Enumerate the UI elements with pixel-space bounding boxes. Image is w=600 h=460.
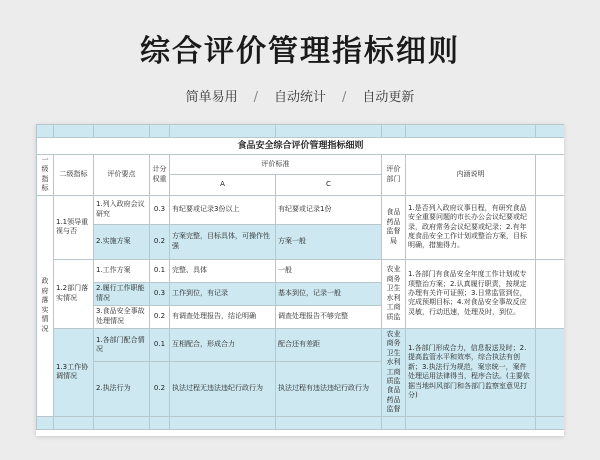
weight-cell: 0.3 <box>150 195 170 224</box>
table-row <box>37 195 565 224</box>
point-cell: 2.履行工作职能情况 <box>94 282 150 305</box>
feature-tags <box>0 86 600 105</box>
tag-separator: / <box>253 90 258 105</box>
std-c-cell: 调查处理报告不够完整 <box>276 305 382 328</box>
desc-cell: 1.是否列入政府议事日程，有研究食品安全重要问题的市长办公会议纪要或纪录，政府常务会议纪要或纪录；2.有年度食品安全工作计划或整治方案，目标明确，措施得力。 <box>406 195 536 259</box>
table-row <box>37 259 565 282</box>
col-points: 评价要点 <box>94 155 150 196</box>
dept-cell: 农业商务卫生水利工商质监食品药品监督 <box>382 328 406 416</box>
col-level1: 一级指标 <box>37 155 54 196</box>
header-row <box>37 155 565 175</box>
level1-cell: 政府落实情况 <box>37 195 54 416</box>
point-cell: 2.执法行为 <box>94 362 150 416</box>
weight-cell: 0.2 <box>150 305 170 328</box>
point-cell: 2.实施方案 <box>94 224 150 259</box>
weight-cell: 0.2 <box>150 224 170 259</box>
weight-cell: 0.1 <box>150 259 170 282</box>
std-a-cell: 互相配合，形成合力 <box>170 328 276 362</box>
col-weight: 计分权重 <box>150 155 170 196</box>
tag-auto-update: 自动更新 <box>362 90 415 105</box>
std-a-cell: 完整、具体 <box>170 259 276 282</box>
tag-separator: / <box>342 90 347 105</box>
weight-cell: 0.3 <box>150 282 170 305</box>
std-c-cell: 基本到位，记录一般 <box>276 282 382 305</box>
level2-cell: 1.1领导重视与否 <box>54 195 94 259</box>
col-standard: 评价标准 <box>170 155 382 175</box>
tag-auto-stats: 自动统计 <box>273 90 326 105</box>
point-cell: 1.各部门配合情况 <box>94 328 150 362</box>
table-row <box>37 328 565 362</box>
std-c-cell: 配合还有差距 <box>276 328 382 362</box>
std-c-cell: 一般 <box>276 259 382 282</box>
spreadsheet-preview <box>36 124 564 436</box>
dept-cell: 农业商务卫生水利工商质监 <box>382 259 406 328</box>
table-title: 食品安全综合评价管理指标细则 <box>37 138 565 155</box>
page-title: 综合评价管理指标细则 <box>140 34 460 69</box>
std-c-cell: 有纪要或记录1份 <box>276 195 382 224</box>
level2-cell: 1.3工作协调情况 <box>54 328 94 416</box>
blank-cell <box>536 195 565 259</box>
std-c-cell: 执法过程有违法违纪行政行为 <box>276 362 382 416</box>
col-std-c: C <box>276 175 382 195</box>
weight-cell: 0.2 <box>150 362 170 416</box>
std-a-cell: 执法过程无违法违纪行政行为 <box>170 362 276 416</box>
col-std-a: A <box>170 175 276 195</box>
top-blank-row <box>37 125 565 138</box>
col-dept: 评价部门 <box>382 155 406 196</box>
desc-cell: 1.各部门形成合力，信息报送及时；2.提高监管水平和效率，综合执法有创新；3.执法行为规范，案宗统一，案件处理运用法律得当，程序合法。(主要依据当地纠风部门和各部门监察室意见打分) <box>406 328 536 416</box>
bottom-blank-row <box>37 416 565 429</box>
table-title-row <box>37 138 565 155</box>
point-cell: 1.工作方案 <box>94 259 150 282</box>
point-cell: 3.食品安全事故处理情况 <box>94 305 150 328</box>
level2-cell: 1.2部门落实情况 <box>54 259 94 328</box>
desc-cell: 1.各部门有食品安全年度工作计划或专项整治方案；2.认真履行职责，按规定办理有关许可证照；3.日常监管到位，完成预期目标；4.对食品安全事故反应灵敏，行动迅速，处理及时，到位。 <box>406 259 536 328</box>
std-a-cell: 方案完整，目标具体，可操作性强 <box>170 224 276 259</box>
std-a-cell: 有纪要或记录3份以上 <box>170 195 276 224</box>
std-c-cell: 方案一般 <box>276 224 382 259</box>
col-desc: 内涵说明 <box>406 155 536 196</box>
std-a-cell: 工作到位，有记录 <box>170 282 276 305</box>
col-level2: 二级指标 <box>54 155 94 196</box>
criteria-table <box>36 124 564 430</box>
blank-cell <box>536 259 565 328</box>
dept-cell: 食品药品监督局 <box>382 195 406 259</box>
col-blank <box>536 155 565 196</box>
point-cell: 1.列入政府会议研究 <box>94 195 150 224</box>
blank-cell <box>536 328 565 416</box>
weight-cell: 0.1 <box>150 328 170 362</box>
std-a-cell: 有调查处理报告，结论明确 <box>170 305 276 328</box>
tag-easy: 简单易用 <box>185 90 238 105</box>
